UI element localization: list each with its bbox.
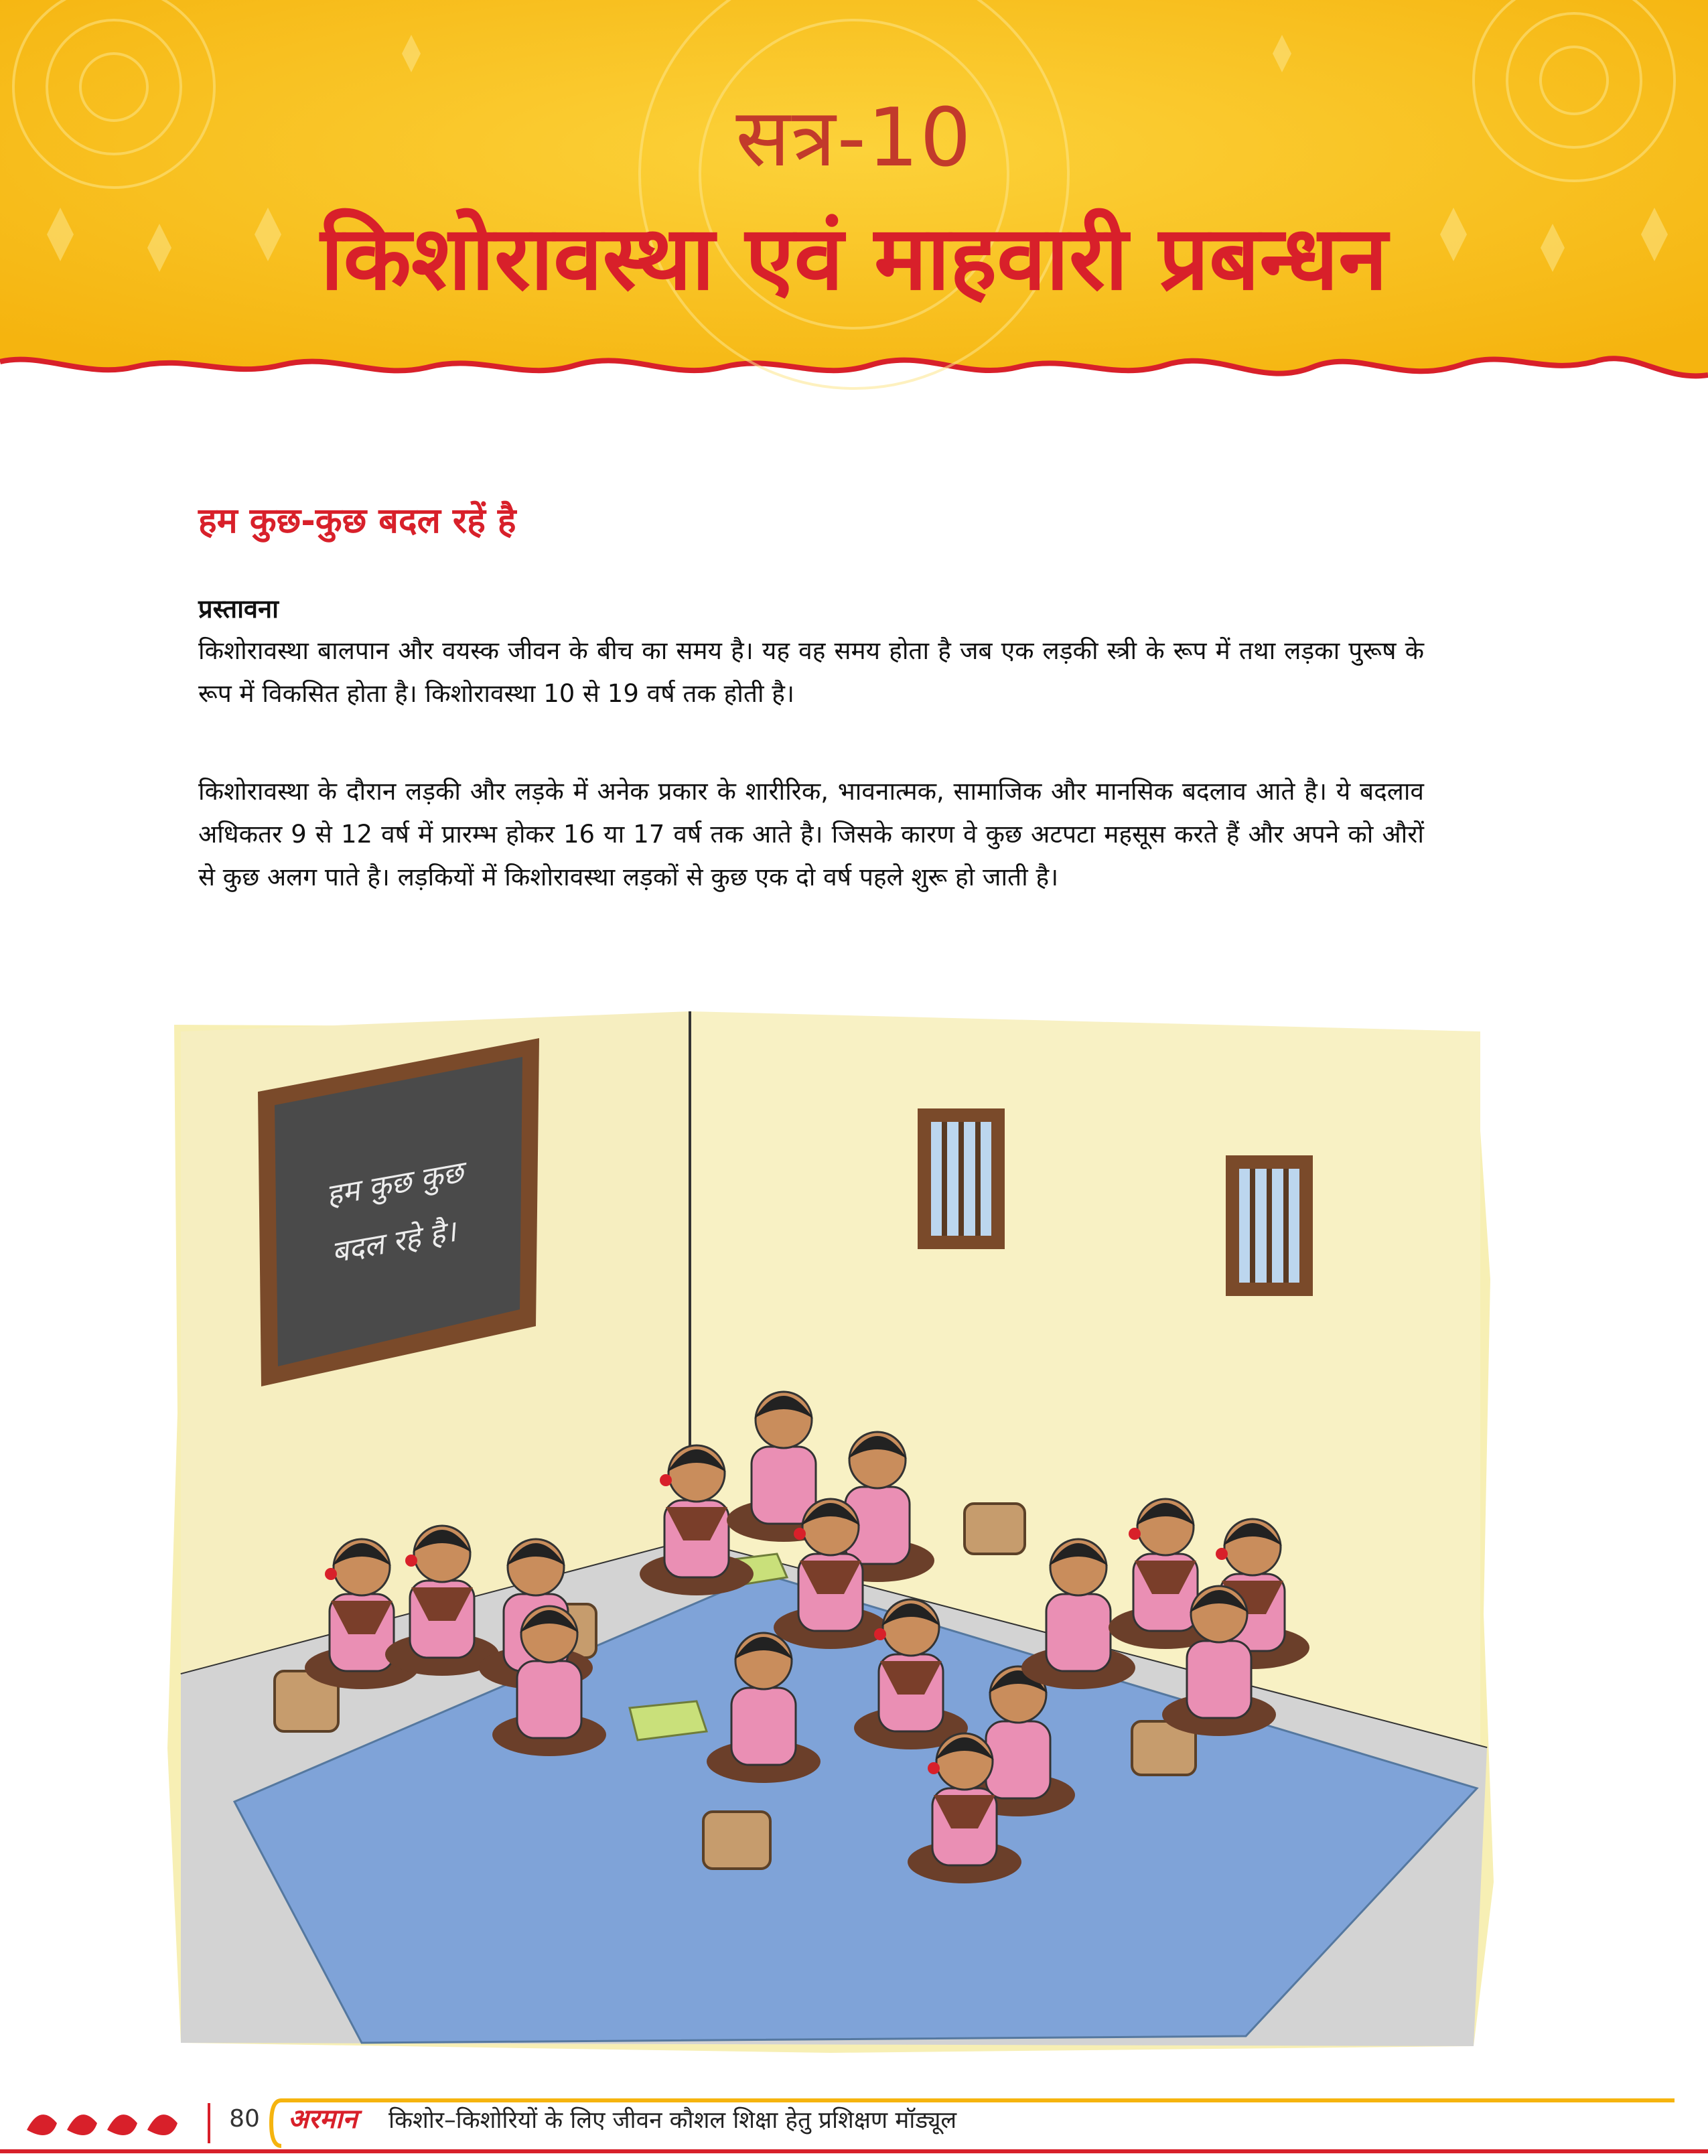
window-right (1226, 1155, 1313, 1296)
blackboard-text-line-1: हम कुछ कुछ (324, 1155, 466, 1213)
classroom-illustration (161, 1011, 1500, 2063)
blackboard (258, 1038, 539, 1386)
intro-paragraph: किशोरावस्था बालपान और वयस्क जीवन के बीच का समय है। यह वह समय होता है जब एक लड़की स्त्री के रूप में तथा लड़का पुरूष के रूप में विकसित होता है। किशोरावस्था 10 से 19 वर्ष तक होती है। (198, 636, 1424, 708)
page-number: 80 (229, 2105, 260, 2133)
session-label: सत्र-10 (735, 92, 973, 185)
section-heading: हम कुछ-कुछ बदल रहें है (198, 501, 516, 541)
footer-brand: अरमान (288, 2104, 358, 2135)
blackboard-text-line-2: बदल रहे है। (329, 1214, 459, 1270)
footer-module-title: किशोर–किशोरियों के लिए जीवन कौशल शिक्षा हेतु प्रशिक्षण मॉड्यूल (388, 2107, 957, 2134)
changes-paragraph: किशोरावस्था के दौरान लड़की और लड़के में अनेक प्रकार के शारीरिक, भावनात्मक, सामाजिक और मानसिक बदलाव आते है। ये बदलाव अधिकतर 9 से 12 वर्ष में प्रारम्भ होकर 16 या 17 वर्ष तक आते है। जिसके कारण वे कुछ अटपटा महसूस करते हैं और अपने को औरों से कुछ अलग पाते है। लड़कियों में किशोरावस्था लड़कों से कुछ एक दो वर्ष पहले शुरू हो जाती है। (198, 777, 1424, 891)
window-left (918, 1108, 1005, 1249)
page-title: किशोरावस्था एवं माहवारी प्रबन्धन (320, 207, 1388, 310)
intro-heading: प्रस्तावना (198, 594, 279, 624)
